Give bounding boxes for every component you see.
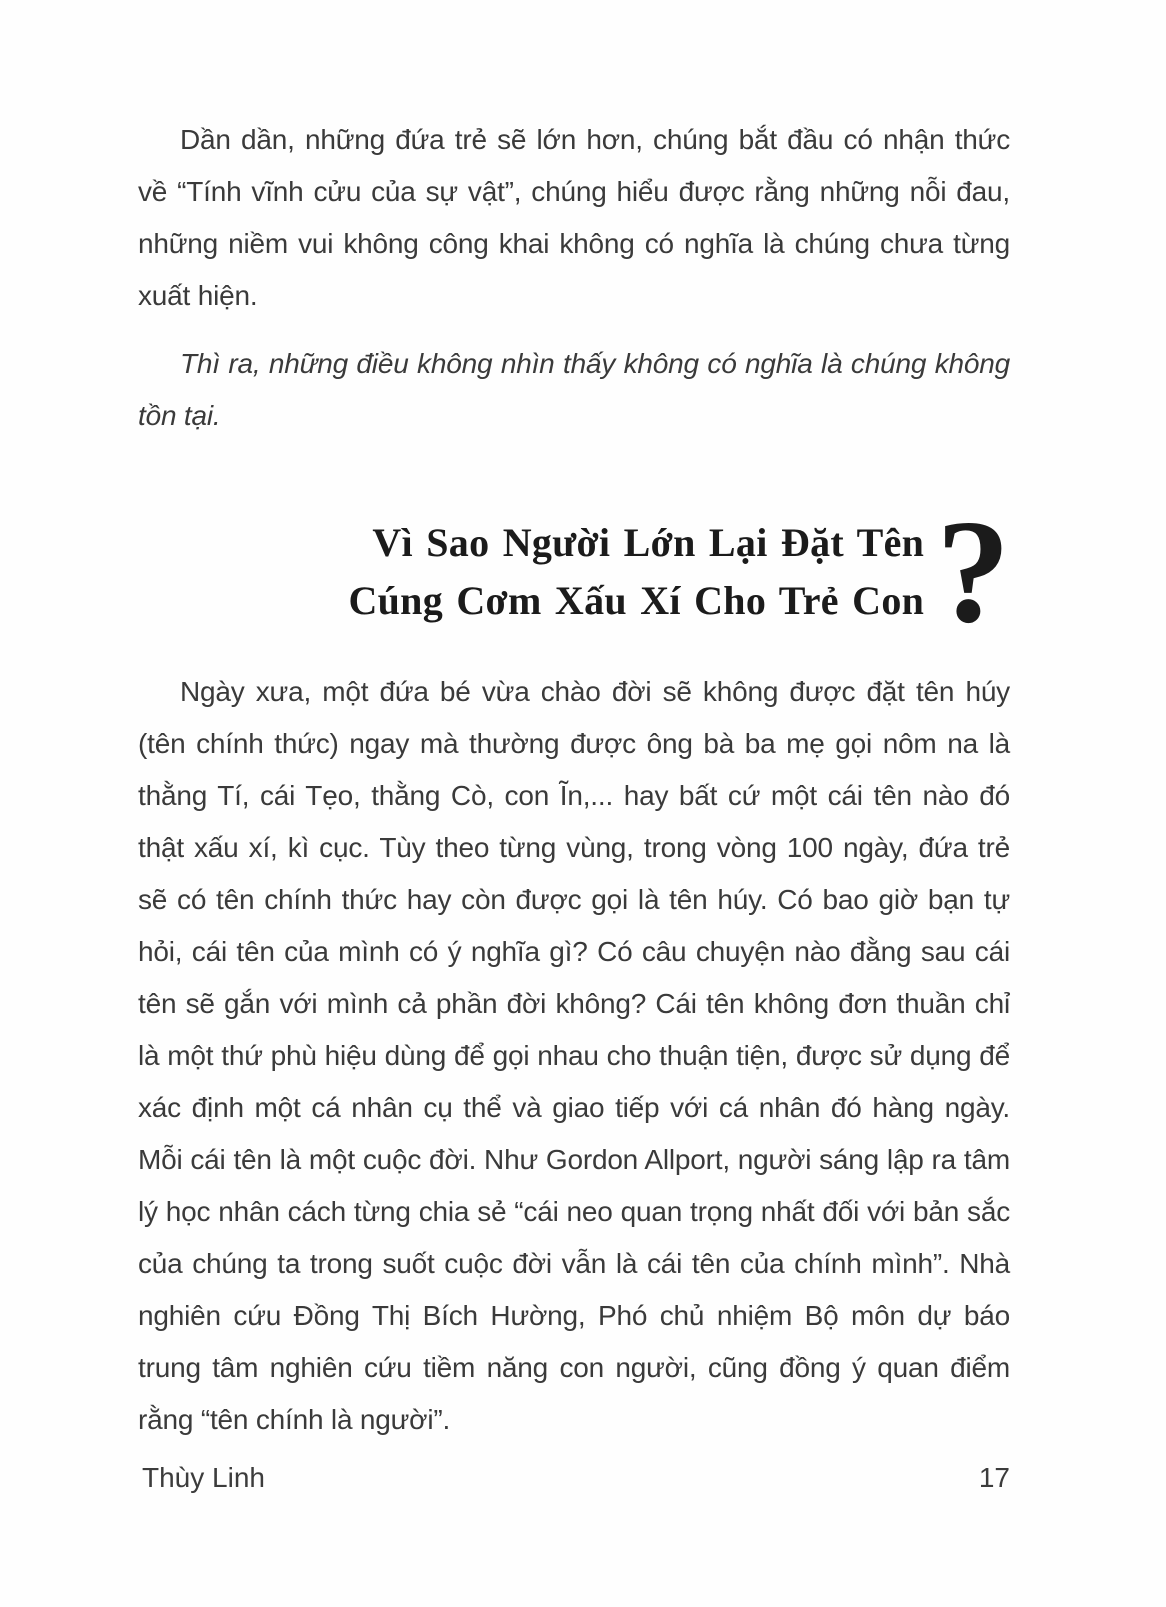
paragraph-italic-reflection: Thì ra, những điều không nhìn thấy không có nghĩa là chúng không tồn tại. <box>138 348 1010 431</box>
question-mark: ? <box>936 490 1010 654</box>
footer-author: Thùy Linh <box>142 1462 265 1493</box>
paragraph-object-permanence: Dần dần, những đứa trẻ sẽ lớn hơn, chúng bắt đầu có nhận thức về “Tính vĩnh cửu của sự vật”, chúng hiểu được rằng những nỗi đau, những niềm vui không công khai không có nghĩa là chúng chưa từng xuất hiện. <box>138 124 1010 311</box>
section-heading-text <box>348 514 924 630</box>
paragraph-naming-tradition: Ngày xưa, một đứa bé vừa chào đời sẽ không được đặt tên húy (tên chính thức) ngay mà thường được ông bà ba mẹ gọi nôm na là thằng Tí, cái Tẹo, thằng Cò, con Ĩn,... hay bất cứ một cái tên nào đó thật xấu xí, kì cục. Tùy theo từng vùng, trong vòng 100 ngày, đứa trẻ sẽ có tên chính thức hay còn được gọi là tên húy. Có bao giờ bạn tự hỏi, cái tên của mình có ý nghĩa gì? Có câu chuyện nào đằng sau cái tên sẽ gắn với mình cả phần đời không? Cái tên không đơn thuần chỉ là một thứ phù hiệu dùng để gọi nhau cho thuận tiện, được sử dụng để xác định một cá nhân cụ thể và giao tiếp với cá nhân đó hàng ngày. Mỗi cái tên là một cuộc đời. Như Gordon Allport, người sáng lập ra tâm lý học nhân cách từng chia sẻ “cái neo quan trọng nhất đối với bản sắc của chúng ta trong suốt cuộc đời vẫn là cái tên của chính mình”. Nhà nghiên cứu Đồng Thị Bích Hường, Phó chủ nhiệm Bộ môn dự báo trung tâm nghiên cứu tiềm năng con người, cũng đồng ý quan điểm rằng “tên chính là người”. <box>138 676 1010 1435</box>
section-heading-line-1: Vì Sao Người Lớn Lại Đặt Tên <box>372 520 925 565</box>
page-footer <box>142 1460 1010 1496</box>
section-heading <box>138 490 1010 654</box>
section-heading-line-2: Cúng Cơm Xấu Xí Cho Trẻ Con <box>348 578 925 623</box>
footer-page-number: 17 <box>978 1462 1010 1493</box>
page-content <box>138 114 1010 1446</box>
